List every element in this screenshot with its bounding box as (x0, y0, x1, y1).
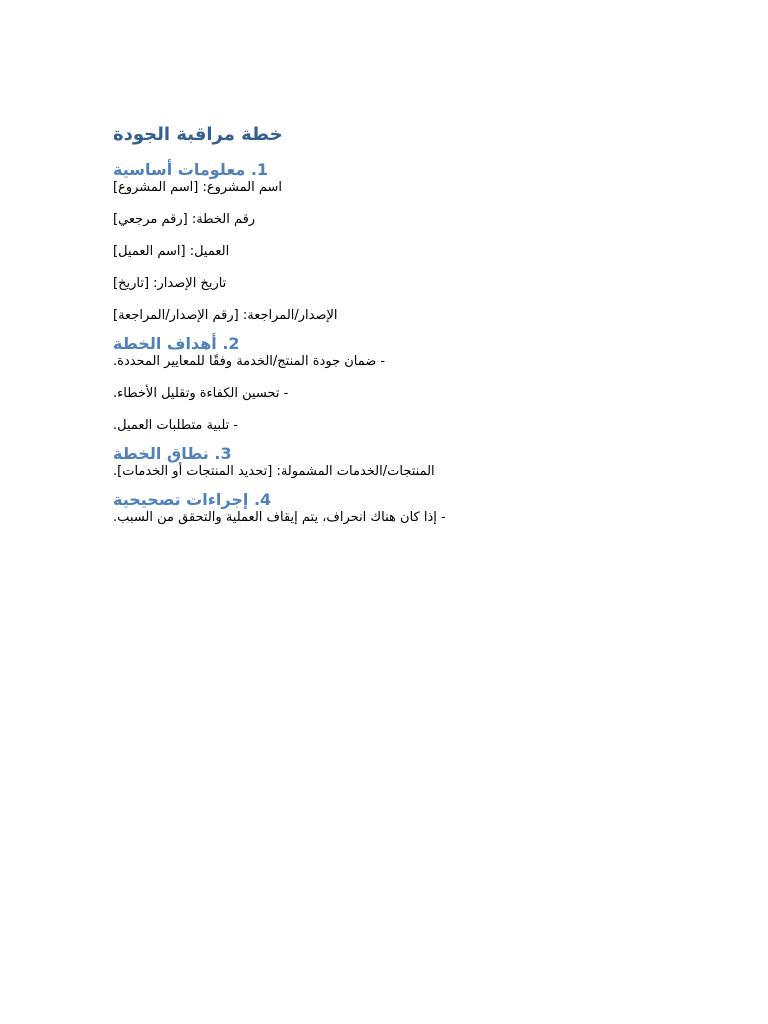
section-heading: 1. معلومات أساسية (113, 160, 269, 179)
document-title: خطة مراقبة الجودة (113, 124, 283, 145)
section-basic-info (113, 160, 653, 324)
section-plan-objectives (113, 334, 653, 434)
document-page (113, 120, 653, 536)
plan-number-line: رقم الخطة: [رقم مرجعي] (113, 212, 256, 227)
section-corrective-actions (113, 490, 653, 526)
version-line: الإصدار/المراجعة: [رقم الإصدار/المراجعة] (113, 308, 338, 323)
section-heading: 2. أهداف الخطة (113, 334, 240, 353)
project-name-line: اسم المشروع: [اسم المشروع] (113, 180, 283, 195)
corrective-action-item: - إذا كان هناك انحراف، يتم إيقاف العملية والتحقق من السبب. (113, 510, 446, 525)
section-heading: 4. إجراءات تصحيحية (113, 490, 272, 509)
client-line: العميل: [اسم العميل] (113, 244, 230, 259)
objective-item: - ضمان جودة المنتج/الخدمة وفقًا للمعايير المحددة. (113, 354, 386, 369)
objective-item: - تحسين الكفاءة وتقليل الأخطاء. (113, 386, 289, 401)
scope-line: المنتجات/الخدمات المشمولة: [تحديد المنتجات أو الخدمات]. (113, 464, 435, 479)
section-plan-scope (113, 444, 653, 480)
section-heading: 3. نطاق الخطة (113, 444, 232, 463)
objective-item: - تلبية متطلبات العميل. (113, 418, 239, 433)
issue-date-line: تاريخ الإصدار: [تاريخ] (113, 276, 227, 291)
